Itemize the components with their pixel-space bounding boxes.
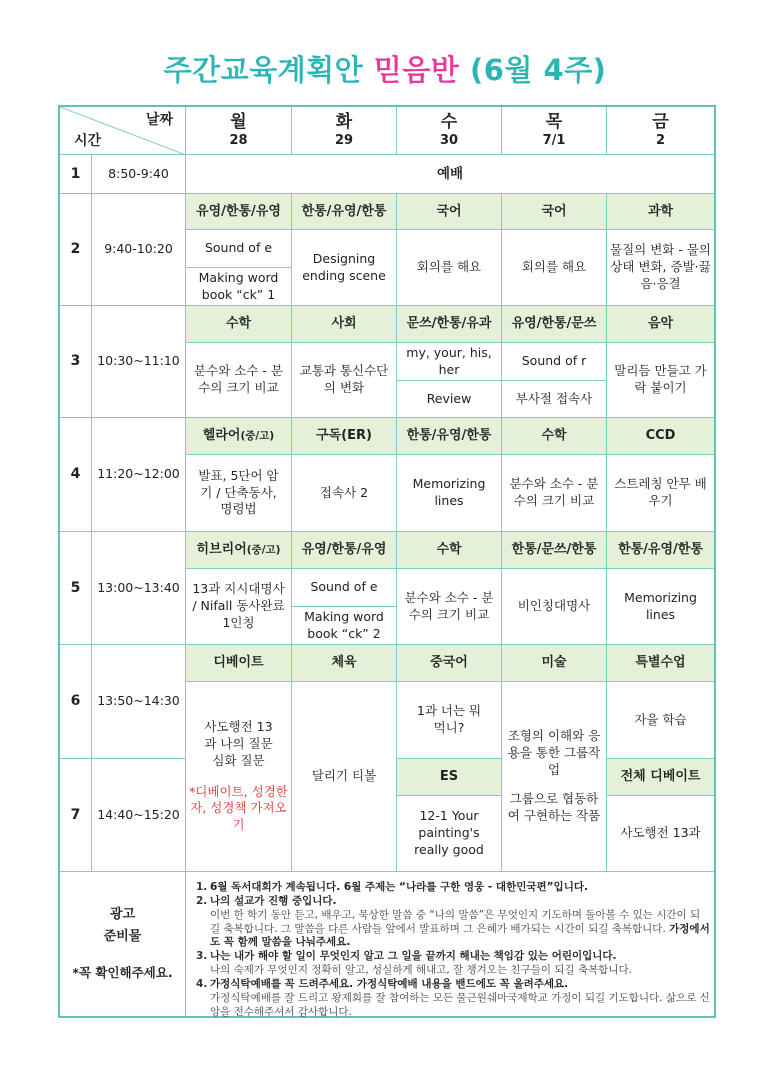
subject-header: 문쓰/한통/유과 — [397, 306, 502, 343]
lesson-content: 회의를 해요 — [397, 230, 502, 306]
period-time: 11:20~12:00 — [92, 418, 186, 532]
subject-header: ES — [397, 759, 502, 796]
lesson-content: Sound of e — [292, 569, 397, 607]
day-header-mon: 월 28 — [186, 107, 292, 155]
subject-header: 전체 디베이트 — [607, 759, 714, 796]
lesson-content: Sound of e — [186, 230, 292, 268]
period-time: 13:00~13:40 — [92, 532, 186, 645]
corner-date-label: 날짜 — [145, 112, 173, 128]
notice-detail: 이번 한 학기 동안 듣고, 배우고, 묵상한 말씀 중 “나의 말씀”은 무엇인지 기도하며 돌아볼 수 있는 시간이 되길 축복합니다. 그 말씀을 다른 사람들 앞에서 발표하며 그 은혜가 배가되는 시간이 되길 축복합니다. 가정에서도 꼭 함께 말씀을 나눠주세요. — [210, 908, 710, 949]
notice-item: 3. 나는 내가 해야 할 일이 무엇인지 알고 그 일을 끝까지 해내는 책임감 있는 어린이입니다. — [196, 950, 617, 963]
period-time: 13:50~14:30 — [92, 645, 186, 759]
page-title — [0, 48, 770, 89]
notice-detail: 가정식탁예배를 잘 드리고 왕제회를 잘 참여하는 모든 물근원쉐마국제학교 가정이 되길 기도합니다. 삶으로 신앙을 전수해주셔서 감사합니다. — [210, 991, 710, 1018]
notice-item: 4. 가정식탁예배를 꼭 드려주세요. 가정식탁예배 내용을 밴드에도 꼭 올려주세요. — [196, 978, 569, 991]
lesson-content: 회의를 해요 — [502, 230, 607, 306]
period-number: 6 — [60, 645, 92, 759]
lesson-content: 자율 학습 — [607, 682, 714, 759]
debate-lesson-cell — [186, 682, 292, 872]
lesson-content: 접속사 2 — [292, 455, 397, 532]
corner-time-label: 시간 — [74, 133, 102, 150]
notice-item: 1. 6월 독서대회가 계속됩니다. 6월 주제는 “나라를 구한 영웅 - 대한민국편”입니다. — [196, 881, 588, 893]
art-lesson-cell — [502, 682, 607, 872]
period-number: 3 — [60, 306, 92, 418]
period-time: 14:40~15:20 — [92, 759, 186, 872]
subject-header: 음악 — [607, 306, 714, 343]
title-main: 주간교육계획안 — [163, 53, 364, 87]
subject-header: 과학 — [607, 194, 714, 230]
lesson-content: 교통과 통신수단의 변화 — [292, 343, 397, 418]
subject-header: 구독(ER) — [292, 418, 397, 455]
day-header-fri: 금 2 — [607, 107, 714, 155]
lesson-content: Making word book “ck” 2 — [292, 607, 397, 645]
lesson-content: 분수와 소수 - 분수의 크기 비교 — [502, 455, 607, 532]
lesson-content: 그룹으로 협동하여 구현하는 작품 — [507, 790, 601, 823]
notice-item: 2. 나의 설교가 진행 중입니다. — [196, 894, 337, 907]
period-number: 5 — [60, 532, 92, 645]
notice-detail: 나의 숙제가 무엇인지 정확히 알고, 성실하게 해내고, 잘 챙겨오는 친구들이 되길 축복합니다. — [210, 964, 633, 977]
notice-label: 광고 준비물 *꼭 확인해주세요. — [60, 872, 186, 1016]
lesson-content: 비인칭대명사 — [502, 569, 607, 645]
subject-header: 유영/한통/유영 — [292, 532, 397, 569]
lesson-content: Memorizing lines — [397, 455, 502, 532]
title-class-name: 믿음반 — [373, 53, 460, 87]
subject-header: 유영/한통/문쓰 — [502, 306, 607, 343]
subject-header: 디베이트 — [186, 645, 292, 682]
subject-header: 한통/유영/한통 — [607, 532, 714, 569]
notice-list — [186, 872, 716, 1018]
lesson-note: *디베이트, 성경한자, 성경책 가져오기 — [189, 783, 288, 833]
subject-header: 체육 — [292, 645, 397, 682]
subject-header: 미술 — [502, 645, 607, 682]
period-time: 10:30~11:10 — [92, 306, 186, 418]
lesson-content: my, your, his, her — [397, 343, 502, 381]
lesson-content: 분수와 소수 - 분수의 크기 비교 — [397, 569, 502, 645]
subject-header: 사회 — [292, 306, 397, 343]
period-number: 7 — [60, 759, 92, 872]
subject-header: 유영/한통/유영 — [186, 194, 292, 230]
subject-header: 수학 — [502, 418, 607, 455]
lesson-content: Sound of r — [502, 343, 607, 381]
corner-cell — [60, 107, 186, 155]
lesson-content: 조형의 이해와 응용을 통한 그룹작업 — [507, 728, 601, 778]
subject-header: 헬라어 (중/고) — [186, 418, 292, 455]
subject-header: 국어 — [397, 194, 502, 230]
subject-header: 한통/유영/한통 — [397, 418, 502, 455]
period-time: 8:50-9:40 — [92, 155, 186, 194]
title-week: (6월 4주) — [469, 53, 607, 87]
day-header-wed: 수 30 — [397, 107, 502, 155]
day-header-thu: 목 7/1 — [502, 107, 607, 155]
lesson-content: Designing ending scene — [292, 230, 397, 306]
subject-header: 중국어 — [397, 645, 502, 682]
subject-header: 한통/문쓰/한통 — [502, 532, 607, 569]
worship-cell: 예배 — [186, 155, 714, 194]
lesson-content: 발표, 5단어 암기 / 단축동사, 명령법 — [186, 455, 292, 532]
day-header-tue: 화 29 — [292, 107, 397, 155]
subject-header: 국어 — [502, 194, 607, 230]
subject-header: 수학 — [186, 306, 292, 343]
weekly-plan-table — [58, 105, 716, 1018]
lesson-content: Making word book “ck” 1 — [186, 268, 292, 306]
lesson-content: 물질의 변화 - 물의 상태 변화, 증발·끓음·응결 — [607, 230, 714, 306]
lesson-content: 달리기 티볼 — [292, 682, 397, 872]
lesson-content: Review — [397, 381, 502, 418]
lesson-content: 사도행전 13과 — [607, 796, 714, 872]
subject-header: 특별수업 — [607, 645, 714, 682]
period-number: 1 — [60, 155, 92, 194]
subject-header: 수학 — [397, 532, 502, 569]
lesson-content: 12-1 Your painting's really good — [397, 796, 502, 872]
subject-header: CCD — [607, 418, 714, 455]
subject-header: 히브리어 (중/고) — [186, 532, 292, 569]
lesson-content: Memorizing lines — [607, 569, 714, 645]
period-number: 4 — [60, 418, 92, 532]
lesson-content: 말리듬 만들고 가락 붙이기 — [607, 343, 714, 418]
lesson-content: 부사절 접속사 — [502, 381, 607, 418]
subject-header: 한통/유영/한통 — [292, 194, 397, 230]
lesson-content: 1과 너는 뭐 먹니? — [397, 682, 502, 759]
period-number: 2 — [60, 194, 92, 306]
lesson-content: 스트레칭 안무 배우기 — [607, 455, 714, 532]
lesson-content: 사도행전 13과 나의 질문 심화 질문 — [204, 718, 273, 768]
lesson-content: 분수와 소수 - 분수의 크기 비교 — [186, 343, 292, 418]
lesson-content: 13과 지시대명사 / Nifall 동사완료 1인칭 — [186, 569, 292, 645]
period-time: 9:40-10:20 — [92, 194, 186, 306]
